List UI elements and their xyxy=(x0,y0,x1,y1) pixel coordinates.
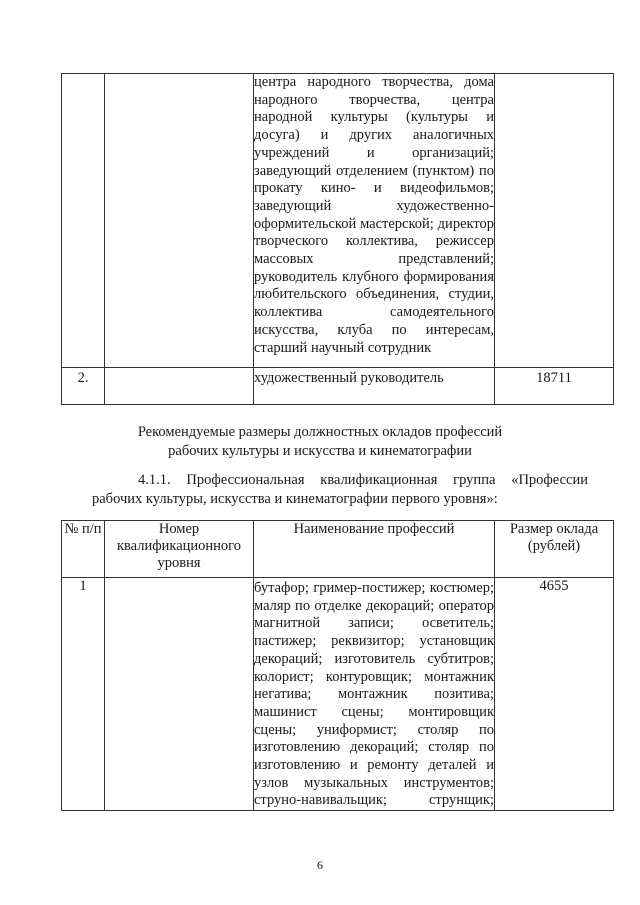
positions-table-continued xyxy=(61,73,614,405)
salary-cell xyxy=(495,74,614,368)
page-number: 6 xyxy=(317,858,323,872)
section-heading-line2: рабочих культуры и искусства и кинематографии xyxy=(168,443,472,459)
positions-cell: художественный руководитель xyxy=(254,368,495,405)
salary-cell: 18711 xyxy=(495,368,614,405)
paragraph-line1: 4.1.1. Профессиональная квалификационная группа «Профессии xyxy=(138,472,588,488)
section-heading-line1: Рекомендуемые размеры должностных окладов профессий xyxy=(137,424,503,440)
level-cell xyxy=(105,578,254,811)
salary-cell: 4655 xyxy=(495,578,614,811)
paragraph-line2: рабочих культуры, искусства и кинематографии первого уровня»: xyxy=(92,491,498,507)
header-num: № п/п xyxy=(62,521,105,578)
professions-table xyxy=(61,520,614,811)
table-row xyxy=(62,74,614,368)
group-paragraph xyxy=(92,471,588,509)
header-level: Номер квалификационного уровня xyxy=(105,521,254,578)
level-cell xyxy=(105,74,254,368)
header-name: Наименование профессий xyxy=(254,521,495,578)
num-cell xyxy=(62,74,105,368)
table-header-row xyxy=(62,521,614,578)
num-cell: 2. xyxy=(62,368,105,405)
level-cell xyxy=(105,368,254,405)
table-row xyxy=(62,578,614,811)
table-row xyxy=(62,368,614,405)
num-cell: 1 xyxy=(62,578,105,811)
professions-cell: бутафор; гример-постижер; костюмер; маляр по отделке декораций; оператор магнитной записи; осветитель; пастижер; реквизитор; установщик декораций; изготовитель субтитров; колорист; контуровщик; монтажник негатива; монтажник позитива; машинист сцены; монтировщик сцены; униформист; столяр по изготовлению декораций; столяр по изготовлению и ремонту деталей и узлов музыкальных инструментов; струно-навивальщик; струнщик; xyxy=(254,578,495,811)
header-salary: Размер оклада (рублей) xyxy=(495,521,614,578)
positions-cell: центра народного творчества, дома народного творчества, центра народной культуры (культуры и досуга) и других аналогичных учреждений и организаций; заведующий отделением (пунктом) по прокату кино- и видеофильмов; заведующий художественно-оформительской мастерской; директор творческого коллектива, режиссер массовых представлений; руководитель клубного формирования любительского объединения, студии, коллектива самодеятельного искусства, клуба по интересам, старший научный сотрудник xyxy=(254,74,495,368)
